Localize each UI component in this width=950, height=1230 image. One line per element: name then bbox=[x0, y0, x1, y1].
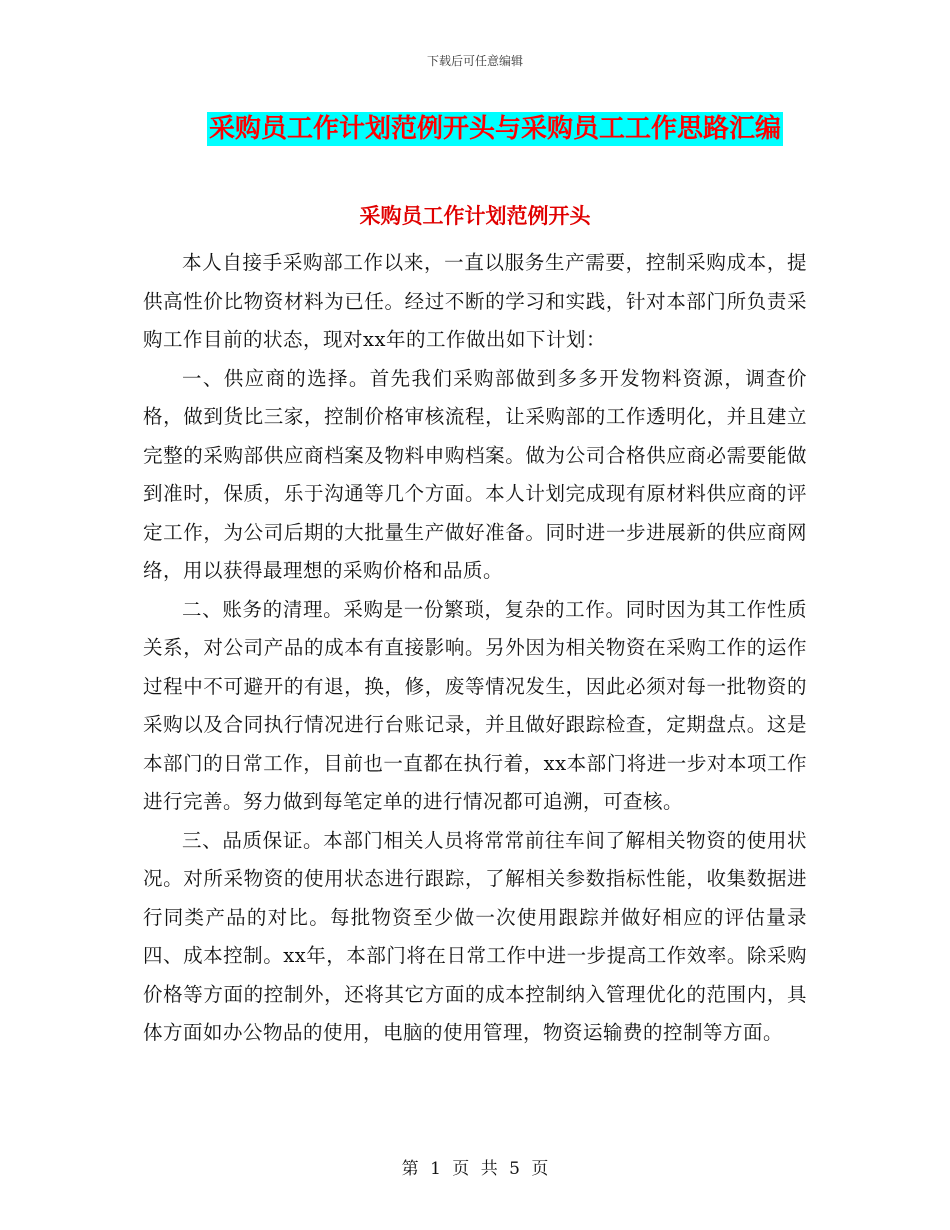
page-footer: 第 1 页 共 5 页 bbox=[401, 1159, 549, 1179]
paragraph-intro: 本人自接手采购部工作以来，一直以服务生产需要，控制采购成本，提供高性价比物资材料为已任。经过不断的学习和实践，针对本部门所负责采购工作目前的状态，现对xx年的工作做出如下计划： bbox=[143, 251, 807, 351]
body-text bbox=[143, 244, 807, 1053]
document-title: 采购员工作计划范例开头与采购员工工作思路汇编 bbox=[209, 114, 782, 144]
paragraph-account-cleanup: 二、账务的清理。采购是一份繁琐，复杂的工作。同时因为其工作性质关系，对公司产品的成本有直接影响。另外因为相关物资在采购工作的运作过程中不可避开的有退，换，修，废等情况发生，因此必须对每一批物资的采购以及合同执行情况进行台账记录，并且做好跟踪检查，定期盘点。这是本部门的日常工作，目前也一直都在执行着，xx本部门将进一步对本项工作进行完善。努力做到每笔定单的进行情况都可追溯，可查核。 bbox=[143, 597, 807, 813]
section-title: 采购员工作计划范例开头 bbox=[359, 204, 591, 228]
header-note: 下载后可任意编辑 bbox=[426, 54, 523, 68]
paragraph-quality-assurance: 三、品质保证。本部门相关人员将常常前往车间了解相关物资的使用状况。对所采物资的使用状态进行跟踪，了解相关参数指标性能，收集数据进行同类产品的对比。每批物资至少做一次使用跟踪并做好相应的评估量录四、成本控制。xx年，本部门将在日常工作中进一步提高工作效率。除采购价格等方面的控制外，还将其它方面的成本控制纳入管理优化的范围内，具体方面如办公物品的使用，电脑的使用管理，物资运输费的控制等方面。 bbox=[143, 828, 807, 1044]
paragraph-supplier-selection: 一、供应商的选择。首先我们采购部做到多多开发物料资源，调查价格，做到货比三家，控制价格审核流程，让采购部的工作透明化，并且建立完整的采购部供应商档案及物料申购档案。做为公司合格供应商必需要能做到准时，保质，乐于沟通等几个方面。本人计划完成现有原材料供应商的评定工作，为公司后期的大批量生产做好准备。同时进一步进展新的供应商网络，用以获得最理想的采购价格和品质。 bbox=[143, 366, 807, 582]
